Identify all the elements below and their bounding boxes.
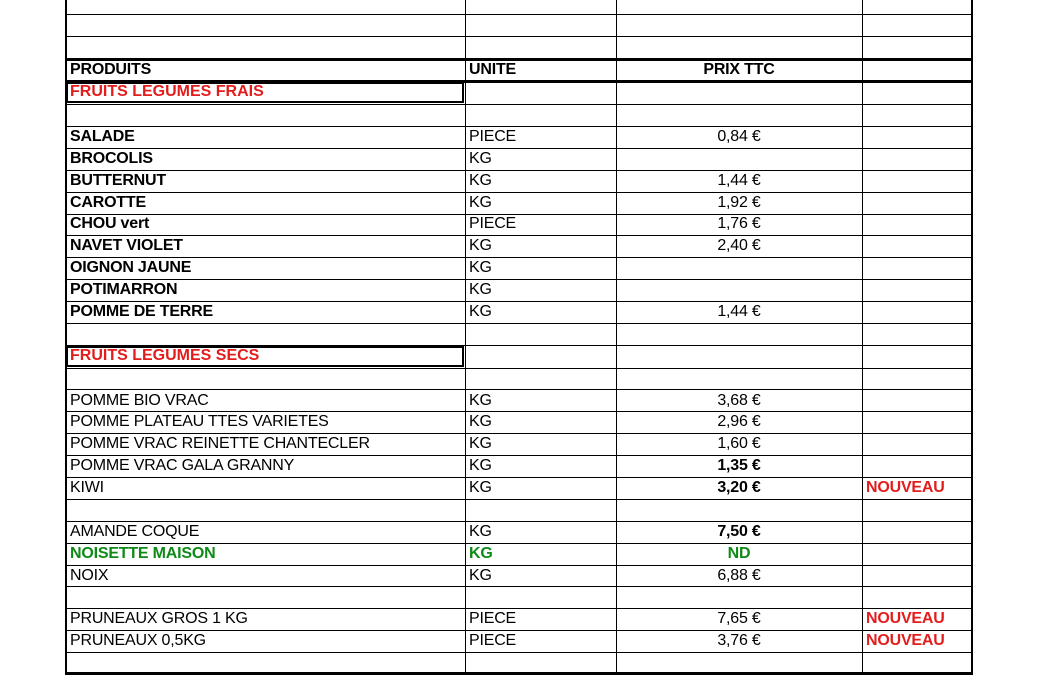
- row-prix: 1,60 €: [717, 435, 761, 452]
- row-rule: [66, 14, 972, 15]
- header-unite: UNITE: [469, 61, 517, 78]
- row-produit: NOISETTE MAISON: [70, 545, 216, 562]
- row-note-nouveau: NOUVEAU: [866, 632, 945, 649]
- row-prix: [617, 148, 861, 170]
- section-frais-title: FRUITS LEGUMES FRAIS: [70, 83, 264, 100]
- row-produit: PRUNEAUX 0,5KG: [70, 632, 206, 649]
- row-produit: POMME VRAC GALA GRANNY: [70, 457, 295, 474]
- row-prix: 2,96 €: [717, 413, 761, 430]
- header-prix: PRIX TTC: [703, 61, 775, 78]
- row-rule: [66, 499, 972, 500]
- row-unite: PIECE: [469, 128, 517, 145]
- row-produit: POMME PLATEAU TTES VARIETES: [70, 413, 329, 430]
- row-unite: KG: [469, 545, 493, 562]
- row-unite: KG: [469, 435, 492, 452]
- row-unite: PIECE: [469, 610, 517, 627]
- row-unite: KG: [469, 303, 492, 320]
- row-unite: PIECE: [469, 215, 517, 232]
- row-prix: 1,35 €: [717, 457, 761, 474]
- table-right-border: [971, 0, 973, 675]
- row-produit: CAROTTE: [70, 194, 146, 211]
- row-prix: [617, 279, 861, 301]
- row-unite: KG: [469, 281, 492, 298]
- row-produit: POTIMARRON: [70, 281, 178, 298]
- row-unite: KG: [469, 457, 492, 474]
- column-divider-unite: [465, 0, 466, 675]
- row-prix: 3,76 €: [717, 632, 761, 649]
- row-note-nouveau: NOUVEAU: [866, 479, 945, 496]
- row-prix: 1,92 €: [717, 194, 761, 211]
- row-produit: SALADE: [70, 128, 135, 145]
- row-produit: PRUNEAUX GROS 1 KG: [70, 610, 248, 627]
- row-prix: ND: [727, 545, 751, 562]
- row-prix: 1,76 €: [717, 215, 761, 232]
- row-unite: PIECE: [469, 632, 517, 649]
- row-produit: NOIX: [70, 567, 109, 584]
- row-unite: KG: [469, 392, 492, 409]
- row-note-nouveau: NOUVEAU: [866, 610, 945, 627]
- row-produit: AMANDE COQUE: [70, 523, 200, 540]
- row-produit: POMME BIO VRAC: [70, 392, 209, 409]
- row-unite: KG: [469, 237, 492, 254]
- row-produit: BUTTERNUT: [70, 172, 166, 189]
- row-prix: 3,20 €: [717, 479, 761, 496]
- row-unite: KG: [469, 413, 492, 430]
- row-produit: CHOU vert: [70, 215, 150, 232]
- row-rule: [66, 368, 972, 369]
- row-unite: KG: [469, 150, 492, 167]
- row-unite: KG: [469, 523, 492, 540]
- row-unite: KG: [469, 567, 492, 584]
- column-divider-note: [862, 0, 863, 675]
- row-produit: NAVET VIOLET: [70, 237, 183, 254]
- row-rule: [66, 652, 972, 653]
- row-prix: [617, 257, 861, 279]
- row-produit: POMME VRAC REINETTE CHANTECLER: [70, 435, 370, 452]
- row-produit: OIGNON JAUNE: [70, 259, 192, 276]
- row-unite: KG: [469, 194, 492, 211]
- row-produit: KIWI: [70, 479, 104, 496]
- row-prix: 7,50 €: [717, 523, 761, 540]
- row-prix: 2,40 €: [717, 237, 761, 254]
- row-rule: [66, 36, 972, 37]
- row-prix: 1,44 €: [717, 303, 761, 320]
- section-secs-title: FRUITS LEGUMES SECS: [70, 347, 260, 364]
- header-produits: PRODUITS: [70, 61, 152, 78]
- row-prix: 3,68 €: [717, 392, 761, 409]
- row-prix: 1,44 €: [717, 172, 761, 189]
- row-produit: POMME DE TERRE: [70, 303, 213, 320]
- row-prix: 7,65 €: [717, 610, 761, 627]
- row-rule: [66, 104, 972, 105]
- row-prix: 6,88 €: [717, 567, 761, 584]
- row-produit: BROCOLIS: [70, 150, 153, 167]
- row-rule: [66, 323, 972, 324]
- row-unite: KG: [469, 259, 492, 276]
- row-prix: 0,84 €: [717, 128, 761, 145]
- row-unite: KG: [469, 479, 492, 496]
- row-unite: KG: [469, 172, 492, 189]
